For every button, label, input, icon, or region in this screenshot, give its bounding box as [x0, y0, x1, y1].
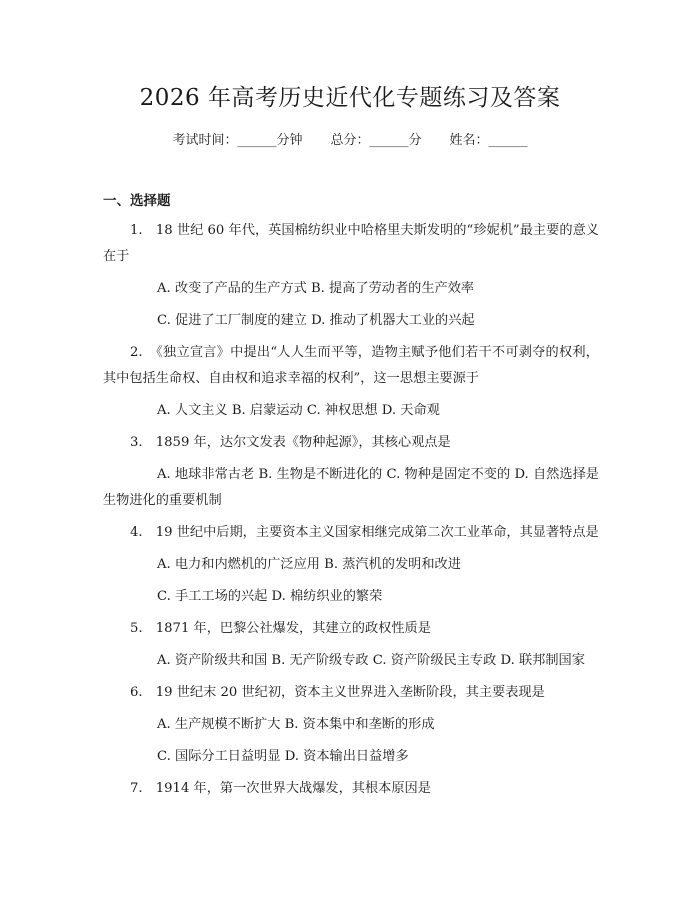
- question-options: A. 生产规模不断扩大 B. 资本集中和垄断的形成: [157, 717, 435, 732]
- question-options: A. 改变了产品的生产方式 B. 提高了劳动者的生产效率: [157, 281, 475, 296]
- question-options: A. 电力和内燃机的广泛应用 B. 蒸汽机的发明和改进: [157, 557, 461, 572]
- exam-time-field: 考试时间：______分钟: [172, 133, 303, 148]
- question-options: A. 资产阶级共和国 B. 无产阶级专政 C. 资产阶级民主专政 D. 联邦制国家: [157, 653, 585, 668]
- question-stem: 4. 19 世纪中后期，主要资本主义国家相继完成第二次工业革命，其显著特点是: [130, 525, 599, 540]
- question-stem: 6. 19 世纪末 20 世纪初，资本主义世界进入垄断阶段，其主要表现是: [130, 685, 545, 700]
- exam-meta-line: [0, 131, 700, 151]
- question-stem: 2. 《独立宣言》中提出“人人生而平等，造物主赋予他们若干不可剥夺的权利，其中包括生命权、自由权和追求幸福的权利”，这一思想主要源于: [103, 345, 599, 386]
- question-options: C. 促进了工厂制度的建立 D. 推动了机器大工业的兴起: [157, 313, 475, 328]
- question-options: A. 地球非常古老 B. 生物是不断进化的 C. 物种是固定不变的 D. 自然选择是生物进化的重要机制: [103, 467, 599, 508]
- total-score-field: 总分：______分: [330, 133, 422, 148]
- question-stem: 1. 18 世纪 60 年代，英国棉纺织业中哈格里夫斯发明的“珍妮机”最主要的意义在于: [103, 223, 599, 264]
- section-heading: 一、选择题: [103, 193, 171, 209]
- question-stem: 5. 1871 年，巴黎公社爆发，其建立的政权性质是: [130, 621, 431, 636]
- question-options: C. 国际分工日益明显 D. 资本输出日益增多: [157, 749, 409, 764]
- questions-list: [103, 218, 599, 808]
- page-title: 2026 年高考历史近代化专题练习及答案: [139, 85, 561, 111]
- question-options: A. 人文主义 B. 启蒙运动 C. 神权思想 D. 天命观: [157, 403, 440, 418]
- question-stem: 3. 1859 年，达尔文发表《物种起源》，其核心观点是: [130, 435, 451, 450]
- question-options: C. 手工工场的兴起 D. 棉纺织业的繁荣: [157, 589, 383, 604]
- student-name-field: 姓名：______: [449, 133, 528, 148]
- question-stem: 7. 1914 年，第一次世界大战爆发，其根本原因是: [130, 781, 431, 796]
